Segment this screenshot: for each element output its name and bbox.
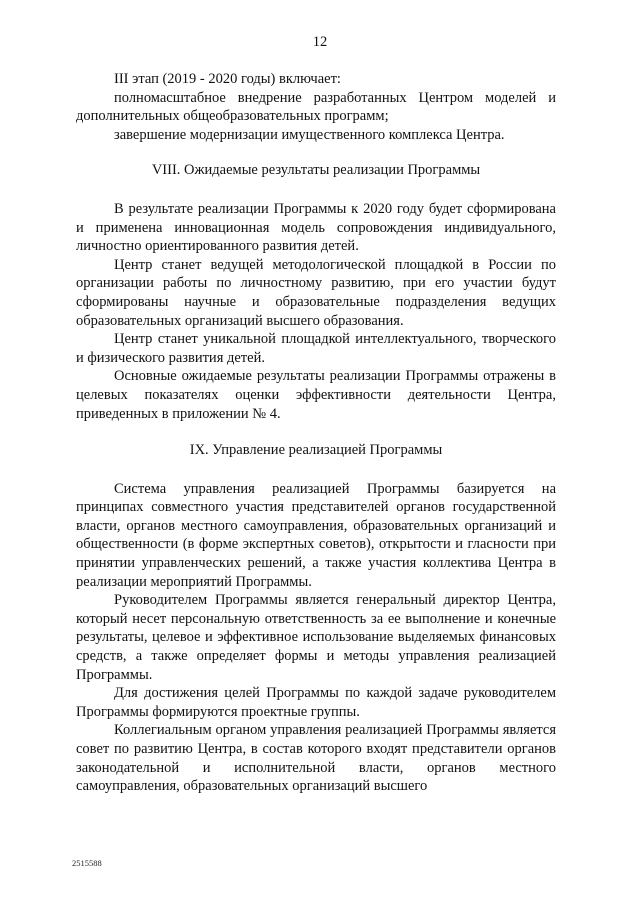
paragraph: В результате реализации Программы к 2020 году будет сформирована и применена инновационная модель сопровождения индивидуального, личностно ориентированного развития детей. [76, 200, 556, 255]
paragraph: Центр станет уникальной площадкой интеллектуального, творческого и физического развития детей. [76, 331, 556, 366]
paragraph: завершение модернизации имущественного комплекса Центра. [114, 126, 505, 143]
paragraph: Коллегиальным органом управления реализацией Программы является совет по развитию Центра, в состав которого входят представители органов законодательной и исполнительной власти, органов местного самоуправления, образовательных организаций высшего [76, 722, 556, 795]
paragraph: Основные ожидаемые результаты реализации Программы отражены в целевых показателях оценки эффективности деятельности Центра, приведенных в приложении № 4. [76, 368, 556, 422]
page-number: 12 [312, 34, 328, 50]
document-body [76, 70, 556, 796]
paragraph: Руководителем Программы является генеральный директор Центра, который несет персональную ответственность за ее выполнение и конечные результаты, целевое и эффективное использование выделяемых финансовых средств, а также определяет формы и методы управления реализацией Программы. [76, 592, 556, 683]
paragraph: III этап (2019 - 2020 годы) включает: [114, 71, 341, 87]
document-id: 2515588 [72, 858, 102, 868]
paragraph: Центр станет ведущей методологической площадкой в России по организации работы по личностному развитию, при его участии будут сформированы научные и образовательные подразделения ведущих образовательных организаций высшего образования. [76, 256, 556, 329]
paragraph: полномасштабное внедрение разработанных Центром моделей и дополнительных общеобразовательных программ; [76, 89, 556, 125]
section-heading-expected-results: VIII. Ожидаемые результаты реализации Программы [151, 162, 481, 179]
section-heading-program-management: IX. Управление реализацией Программы [189, 442, 443, 459]
paragraph: Система управления реализацией Программы базируется на принципах совместного участия представителей органов государственной власти, органов местного самоуправления, образовательных организаций и общественности (в форме экспертных советов), открытости и гласности при принятии управленческих решений, а также участия коллектива Центра в реализации мероприятий Программы. [76, 480, 556, 590]
paragraph: Для достижения целей Программы по каждой задаче руководителем Программы формируются проектные группы. [76, 685, 556, 720]
